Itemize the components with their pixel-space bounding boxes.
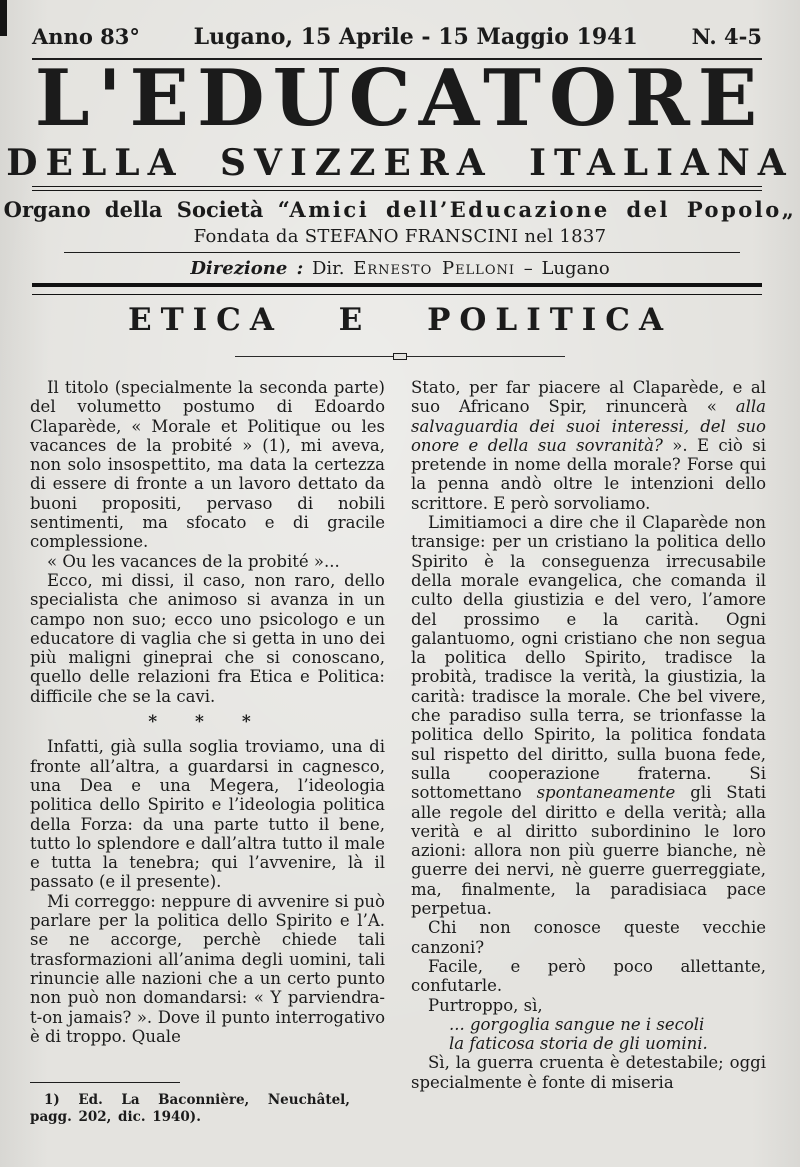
body-text: Facile, e però poco allettante, confutarle. (411, 956, 766, 996)
verse-line: ... gorgoglia sangue ne i secoli (449, 1014, 705, 1034)
paragraph (30, 552, 385, 571)
paragraph (30, 892, 385, 1046)
article-title: ETICA E POLITICA (127, 302, 673, 338)
masthead-title: L'EDUCATORE (34, 53, 766, 144)
direzione-prefix: Dir. (303, 258, 354, 279)
footnote: 1) Ed. La Baconnière, Neuchâtel, pagg. 202, dic. 1940). (30, 1092, 350, 1125)
masthead-rule (32, 186, 762, 191)
paragraph (411, 1053, 766, 1092)
body-text: Purtroppo, sì, (428, 995, 543, 1015)
verse-line: la faticosa storia de gli uomini. (449, 1034, 708, 1054)
body-text: Mi correggo: neppure di avvenire si può parlare per la politica dello Spirito e l’A. se ne accorge, perchè chiede tali trasformazioni all’anima degli uomini, tali rinuncie alle nazioni che a un certo punto non può non domandarsi: « Y parviendra-t-on jamais? ». Dove il punto interrogativo è di troppo. Quale (30, 891, 385, 1046)
paragraph (30, 737, 385, 891)
issue-header (32, 24, 762, 50)
body-text: Limitiamoci a dire che il Claparède non transige: per un cristiano la politica dello Spirito è la conseguenza irrecusabile della morale evangelica, che comanda il culto della giustizia e del vero, l’amore del prossimo e la carità. Ogni galantuomo, ogni cristiano che non segua la politica dello Spirito, tradisce la probità, tradisce la verità, la giustizia, la carità: tradisce la morale. Che bel vivere, che paradiso sulla terra, se trionfasse la politica dello Spirito, la politica fondata sul rispetto del diritto, sulla buona fede, sulla cooperazione fraterna. Si sottomettano (411, 513, 766, 803)
paragraph (411, 918, 766, 957)
organo-prefix: Organo della Società (3, 197, 278, 222)
body-text: Infatti, già sulla soglia troviamo, una di fronte all’altra, a guardarsi in cagnesco, una Dea e una Megera, l’ideologia politica dello Spirito e l’ideologia politica della Forza: da una parte tutto il bene, tutto lo splendore e dall’altra tutto il male e tutta la tenebra; qui l’avvenire, là il passato (e il presente). (30, 737, 385, 892)
footnote-block (30, 1078, 385, 1125)
section-rule (32, 283, 762, 295)
body-text: ». E ciò si pretende in nome della morale? Forse qui la penna andò oltre le intenzioni dello scrittore. E però sorvoliamo. (411, 435, 766, 513)
paragraph (30, 378, 385, 552)
fondata-line: Fondata da STEFANO FRANSCINI nel 1837 (193, 226, 607, 247)
body-text: Chi non conosce queste vecchie canzoni? (411, 918, 766, 957)
scan-artifact (0, 0, 7, 36)
paragraph (411, 378, 766, 513)
body-text: Il titolo (specialmente la seconda parte) del volumetto postumo di Edoardo Claparède, « Morale et Politique ou les vacances de la probité » (1), mi aveva, non solo insospettito, ma data la certezza di essere di fronte a un lavoro dettato da buoni propositi, pervaso di nobili sentimenti, ma sfocato e di gracile complessione. (30, 378, 385, 552)
section-separator: * * * (148, 712, 267, 733)
body-text: Ecco, mi dissi, il caso, non raro, dello specialista che animoso si avanza in un campo non suo; ecco uno psicologo e un educatore di vaglia che si getta in uno dei più maligni gineprai che si conoscano, quello delle relazioni fra Etica e Politica: difficile che se la cavi. (30, 570, 385, 706)
subhead-rule (64, 252, 740, 253)
issue-date: Lugano, 15 Aprile - 15 Maggio 1941 (193, 24, 638, 50)
paragraph (411, 996, 766, 1015)
paragraph (411, 957, 766, 996)
italic-text: spontaneamente (536, 783, 676, 803)
body-text: gli Stati alle regole del diritto e della verità; alla verità e al diritto subordinino le loro azioni: allora non più guerre bianche, nè guerre dei nervi, nè guerre guerreggiate, ma, finalmente, la paradisiaca pace perpetua. (411, 783, 766, 919)
title-divider-ornament (393, 353, 407, 360)
organo-society-name: “Amici dell’Educazione del Popolo„ (277, 197, 797, 222)
italic-text: alla salvaguardia dei suoi interessi, del suo onore e della sua sovranità? (411, 397, 766, 455)
body-text: Sì, la guerra cruenta è detestabile; oggi specialmente è fonte di miseria (411, 1053, 766, 1092)
body-text: « Ou les vacances de la probité »... (47, 551, 340, 571)
direzione-name: Ernesto Pelloni (353, 258, 515, 279)
paragraph (411, 513, 766, 918)
title-divider (235, 352, 565, 361)
direzione-line (0, 258, 800, 279)
direzione-place: – Lugano (515, 258, 610, 279)
paragraph (30, 571, 385, 706)
direzione-label: Direzione : (190, 258, 304, 279)
organo-line (0, 197, 800, 222)
footnote-rule (30, 1082, 180, 1083)
issue-anno: Anno 83° (32, 24, 140, 49)
body-text: Stato, per far piacere al Claparède, e al suo Africano Spir, rinuncerà « (411, 378, 766, 417)
column-left (30, 378, 385, 1125)
masthead-subtitle: DELLA SVIZZERA ITALIANA (6, 142, 794, 184)
article-body (30, 378, 766, 1125)
verse (411, 1015, 766, 1054)
issue-number: N. 4-5 (691, 24, 762, 49)
column-right (411, 378, 766, 1125)
